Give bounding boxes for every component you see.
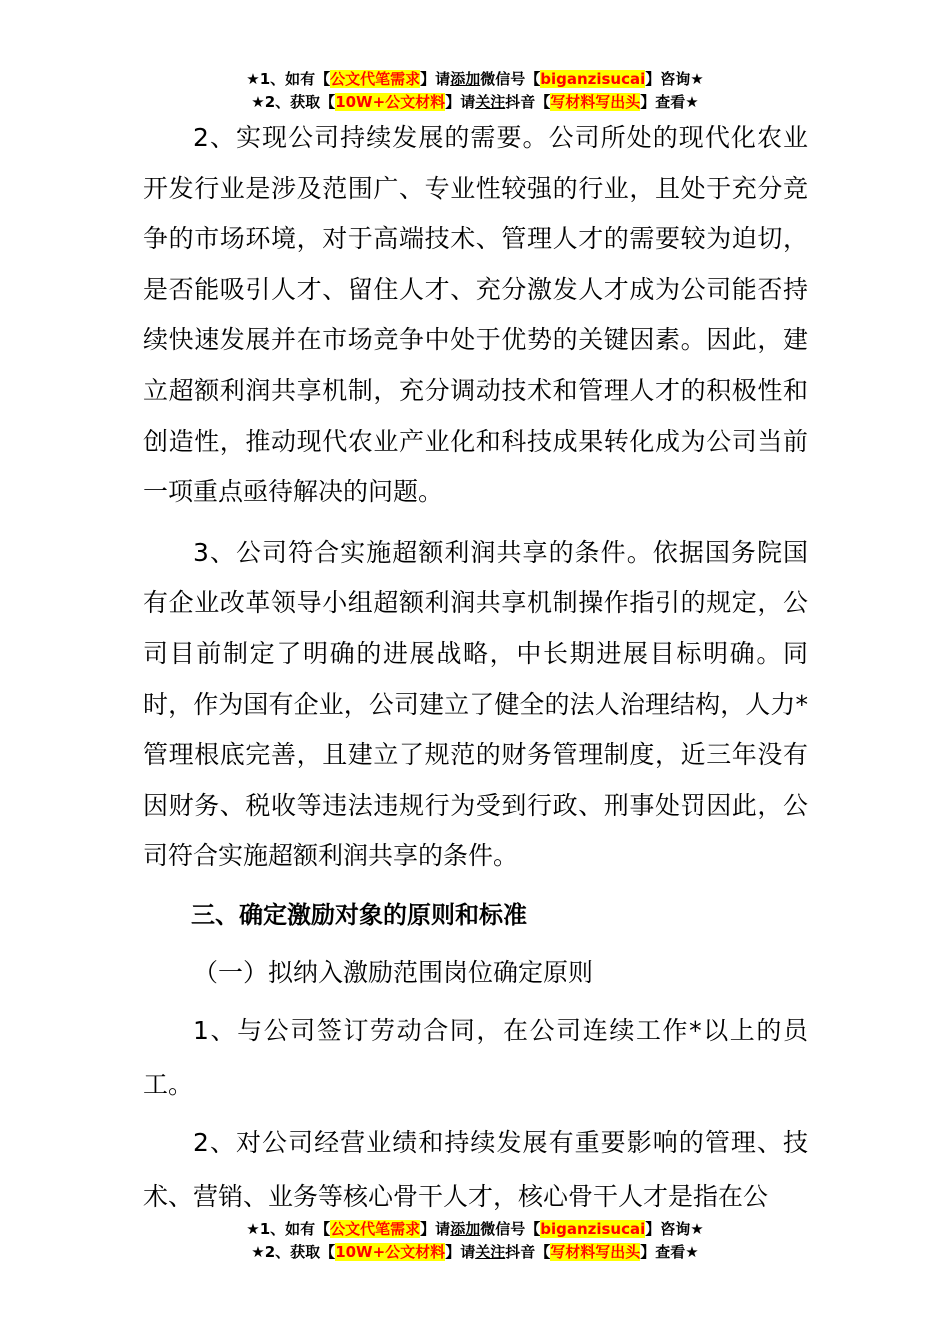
banner-text: ★1、如有【 — [246, 70, 331, 88]
banner-underlined-text: 添加 — [450, 70, 481, 88]
document-body — [143, 113, 808, 1224]
banner-text: 抖音【 — [505, 1243, 551, 1261]
subsection-heading-1: （一）拟纳入激励范围岗位确定原则 — [193, 957, 594, 987]
banner-text: 】请 — [445, 93, 476, 111]
banner-text: 】请 — [445, 1243, 476, 1261]
banner-line-2 — [0, 91, 950, 114]
banner-line-1 — [0, 68, 950, 91]
footer-banner — [0, 1218, 950, 1264]
section-heading-3: 三、确定激励对象的原则和标准 — [191, 900, 527, 929]
paragraph-3: 3、公司符合实施超额利润共享的条件。依据国务院国有企业改革领导小组超额利润共享机制操作指引的规定，公司目前制定了明确的进展战略，中长期进展目标明确。同时，作为国有企业，公司建立了健全的法人治理结构，人力*管理根底完善，且建立了规范的财务管理制度，近三年没有因财务、税收等违法违规行为受到行政、刑事处罚因此，公司符合实施超额利润共享的条件。 — [143, 537, 808, 871]
banner-underlined-text: 关注 — [475, 1243, 506, 1261]
banner-text: 】咨询★ — [645, 1220, 704, 1238]
list-item-1: 1、与公司签订劳动合同，在公司连续工作*以上的员工。 — [143, 1015, 808, 1099]
banner-text: ★2、获取【 — [251, 93, 336, 111]
banner-highlight: biganzisucai — [540, 70, 646, 88]
banner-highlight: 10W+公文材料 — [335, 1243, 446, 1261]
header-banner — [0, 68, 950, 114]
banner-highlight: 10W+公文材料 — [335, 93, 446, 111]
banner-line-1 — [0, 1218, 950, 1241]
banner-highlight: biganzisucai — [540, 1220, 646, 1238]
banner-text: 】请 — [420, 70, 451, 88]
list-item-2: 2、对公司经营业绩和持续发展有重要影响的管理、技术、营销、业务等核心骨干人才，核心骨干人才是指在公 — [143, 1127, 808, 1211]
paragraph-2: 2、实现公司持续发展的需要。公司所处的现代化农业开发行业是涉及范围广、专业性较强的行业，且处于充分竞争的市场环境，对于高端技术、管理人才的需要较为迫切，是否能吸引人才、留住人才、充分激发人才成为公司能否持续快速发展并在市场竞争中处于优势的关键因素。因此，建立超额利润共享机制，充分调动技术和管理人才的积极性和创造性，推动现代农业产业化和科技成果转化成为公司当前一项重点亟待解决的问题。 — [143, 123, 808, 507]
banner-underlined-text: 添加 — [450, 1220, 481, 1238]
banner-text: 微信号【 — [480, 70, 541, 88]
banner-text: 】查看★ — [640, 93, 699, 111]
banner-highlight: 公文代笔需求 — [330, 1220, 421, 1238]
banner-highlight: 写材料写出头 — [550, 1243, 641, 1261]
banner-text: 抖音【 — [505, 93, 551, 111]
banner-line-2 — [0, 1241, 950, 1264]
banner-highlight: 公文代笔需求 — [330, 70, 421, 88]
banner-text: 】咨询★ — [645, 70, 704, 88]
banner-text: 】查看★ — [640, 1243, 699, 1261]
banner-text: 微信号【 — [480, 1220, 541, 1238]
banner-text: ★2、获取【 — [251, 1243, 336, 1261]
banner-text: ★1、如有【 — [246, 1220, 331, 1238]
banner-underlined-text: 关注 — [475, 93, 506, 111]
banner-highlight: 写材料写出头 — [550, 93, 641, 111]
banner-text: 】请 — [420, 1220, 451, 1238]
